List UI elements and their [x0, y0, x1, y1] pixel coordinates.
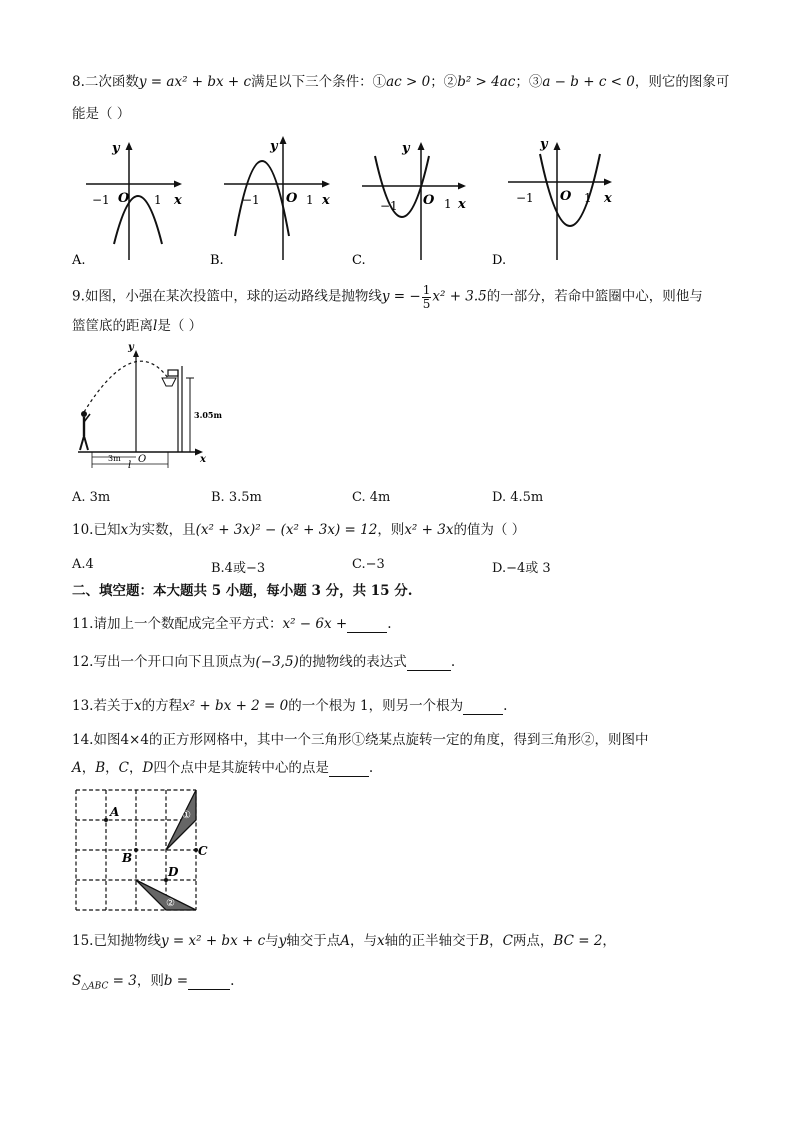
y-label: y	[540, 137, 548, 152]
q15-line2	[72, 975, 234, 992]
q9-option-c: C. 4m	[352, 490, 391, 505]
q11-line	[72, 618, 392, 633]
q12-answer-blank	[407, 656, 451, 671]
q15-area-s: S	[72, 973, 82, 989]
q14-comma: ，	[105, 760, 119, 776]
x-arrow	[604, 179, 612, 186]
q8-cond-intro: 满足以下三个条件：	[251, 74, 373, 90]
grid-label-b: B	[122, 851, 133, 865]
q8-c3-mark: ；③	[515, 74, 543, 90]
section-heading-fill-in: 二、填空题：本大题共 5 小题，每小题 3 分，共 15 分.	[72, 583, 413, 599]
y-label: y	[270, 139, 278, 154]
q8-line2: 能是（ ）	[72, 106, 131, 122]
y-arrow	[418, 142, 425, 150]
q9-func-right: x² + 3.5	[432, 288, 487, 305]
q9-line2	[72, 320, 202, 334]
q10-mid2: ，则	[377, 522, 405, 538]
q10-line	[72, 524, 525, 538]
q11-expr: x² − 6x +	[282, 616, 348, 632]
origin-label: O	[118, 191, 130, 206]
q9-line1	[72, 284, 703, 310]
q15-bc: BC = 2	[553, 933, 603, 949]
q8-c3: a − b + c < 0	[542, 74, 635, 90]
q15-b-var: b =	[163, 973, 189, 989]
grid-label-a: A	[110, 805, 120, 819]
y-label: y	[112, 141, 120, 156]
q13-mid: 的方程	[141, 698, 183, 714]
grid-label-c: C	[198, 844, 208, 858]
neg1-label: −1	[92, 193, 110, 207]
q12-lead: 12.写出一个开口向下且顶点为	[72, 654, 256, 670]
q8-c1-mark: ①	[372, 74, 387, 90]
basket-hoop	[162, 366, 182, 452]
q14-line2	[72, 762, 373, 777]
one-label: 1	[306, 193, 314, 207]
ball-path	[84, 361, 168, 412]
q9-frac-num: 1	[422, 283, 431, 297]
q10-option-b: B.4或−3	[211, 561, 266, 576]
option-c-label: C.	[352, 253, 366, 268]
neg1-label: −1	[380, 199, 398, 213]
option-d-label: D.	[492, 253, 507, 268]
player-figure	[80, 411, 90, 450]
q8-lead: 8.二次函数	[72, 74, 139, 90]
q8-c2: b² > 4ac	[457, 74, 516, 90]
origin-label: O	[423, 193, 435, 208]
q14-grid-figure	[72, 786, 206, 916]
q14-point-b: B	[95, 760, 106, 776]
triangle-2-label: ②	[166, 898, 175, 909]
q15-area-sub: △ABC	[81, 981, 109, 992]
x-label: x	[174, 193, 182, 208]
x-label: x	[458, 197, 466, 212]
q15-point-b: B	[479, 933, 490, 949]
option-b-label: B.	[210, 253, 224, 268]
q8-graph-a	[72, 136, 192, 266]
q15-mid4: 轴的正半轴交于	[384, 933, 480, 949]
q10-equation: (x² + 3x)² − (x² + 3x) = 12	[195, 522, 378, 538]
q14-point-d: D	[142, 760, 154, 776]
q13-answer-blank	[463, 700, 503, 715]
point-a-dot	[104, 818, 108, 822]
x-arrow	[458, 183, 466, 190]
q10-mid: 为实数，且	[128, 522, 196, 538]
q12-line	[72, 656, 455, 671]
one-label: 1	[584, 191, 592, 205]
q10-lead: 10.已知	[72, 522, 121, 538]
q8-line1	[72, 76, 729, 90]
q10-expr: x² + 3x	[404, 522, 454, 538]
q15-mid5: 两点，	[512, 933, 554, 949]
q9-option-d: D. 4.5m	[492, 490, 544, 505]
q8-graph-b	[210, 136, 340, 266]
q12-vertex: (−3,5)	[255, 654, 299, 670]
q10-option-a: A.4	[72, 557, 94, 572]
q15-area-eq: = 3	[112, 973, 137, 989]
x-label: x	[604, 191, 612, 206]
q15-func: y = x² + bx + c	[160, 933, 266, 949]
q14-end: .	[368, 760, 374, 776]
x-label: x	[322, 193, 330, 208]
q8-graph-d	[492, 136, 622, 266]
y-label: y	[402, 141, 410, 156]
height-label: 3.05m	[194, 410, 222, 420]
q15-point-a: A	[340, 933, 351, 949]
q15-point-c: C	[502, 933, 513, 949]
y-arrow	[133, 350, 139, 357]
l-label: l	[128, 460, 132, 471]
q12-tail: 的抛物线的表达式	[298, 654, 407, 670]
q15-end: .	[230, 973, 235, 989]
x-label: x	[200, 454, 206, 465]
q14-line1: 14.如图4×4的正方形网格中，其中一个三角形①绕某点旋转一定的角度，得到三角形②，则图中	[72, 732, 649, 748]
q13-end: .	[503, 698, 508, 714]
one-label: 1	[154, 193, 162, 207]
q9-figure	[72, 342, 222, 471]
q14-comma: ，	[129, 760, 143, 776]
q14-answer-blank	[329, 762, 369, 777]
q9-var-l: l	[153, 318, 158, 334]
neg1-label: −1	[242, 193, 260, 207]
q10-tail: 的值为（ ）	[453, 522, 526, 538]
q15-mid: 与	[265, 933, 279, 949]
q14-comma: ，	[81, 760, 96, 776]
q9-option-b: B. 3.5m	[211, 490, 262, 505]
q15-answer-blank	[188, 975, 230, 990]
y-arrow	[554, 142, 561, 150]
origin-label: O	[560, 189, 572, 204]
q11-end: .	[387, 616, 392, 632]
origin-label: O	[138, 454, 147, 465]
q13-tail: 的一个根为 1，则另一个根为	[288, 698, 464, 714]
q12-end: .	[450, 654, 456, 670]
q8-tail: ，则它的图象可	[634, 74, 730, 90]
q14-point-a: A	[72, 760, 82, 776]
q11-answer-blank	[347, 618, 387, 633]
q14-line2-tail: 四个点中是其旋转中心的点是	[153, 760, 329, 776]
y-arrow	[280, 136, 287, 144]
q9-func-left: y = −	[381, 288, 421, 305]
neg1-label: −1	[516, 191, 534, 205]
q8-func: y = ax² + bx + c	[138, 74, 252, 90]
one-label: 1	[444, 197, 452, 211]
grid-label-d: D	[168, 865, 179, 879]
q14-point-c: C	[118, 760, 130, 776]
q9-option-a: A. 3m	[72, 490, 111, 505]
q10-option-d: D.−4或 3	[492, 561, 551, 576]
q13-line	[72, 700, 507, 715]
q15-line1: 15.已知抛物线y = x² + bx + c与y轴交于点A，与x轴的正半轴交于B，C两点，BC = 2，	[72, 933, 616, 949]
x-arrow	[174, 181, 182, 188]
q15-y-var: y	[278, 933, 287, 949]
q10-var: x	[120, 522, 129, 538]
q11-lead: 11.请加上一个数配成完全平方式：	[72, 616, 283, 632]
q15-lead: 15.已知抛物线	[72, 933, 161, 949]
q15-x-var: x	[377, 933, 385, 949]
q9-line2-text: 篮筐底的距离	[72, 318, 153, 334]
q15-mid3: ，与	[350, 933, 378, 949]
q15-mid2: 轴交于点	[286, 933, 341, 949]
q8-c1: ac > 0	[386, 74, 431, 90]
q15-line2-mid: ，则	[136, 973, 164, 989]
point-b-dot	[134, 848, 138, 852]
q13-equation: x² + bx + 2 = 0	[182, 698, 289, 714]
q9-frac-den: 5	[422, 296, 431, 311]
q8-graph-c	[352, 136, 482, 266]
y-arrow	[126, 142, 133, 150]
q9-fraction	[422, 284, 432, 310]
q13-var: x	[133, 698, 142, 714]
q10-option-c: C.−3	[352, 557, 385, 572]
option-a-label: A.	[72, 253, 86, 268]
x-arrow	[322, 181, 330, 188]
q9-lead: 9.如图，小强在某次投篮中，球的运动路线是抛物线	[72, 288, 382, 305]
origin-label: O	[286, 191, 298, 206]
distance-label: 3m	[108, 454, 121, 463]
q9-line2-tail: 是（ ）	[157, 318, 203, 334]
q13-lead: 13.若关于	[72, 698, 134, 714]
y-label: y	[128, 342, 134, 353]
q9-tail: 的一部分，若命中篮圈中心，则他与	[486, 288, 703, 305]
triangle-1-label: ①	[182, 810, 191, 821]
q8-c2-mark: ；②	[430, 74, 458, 90]
